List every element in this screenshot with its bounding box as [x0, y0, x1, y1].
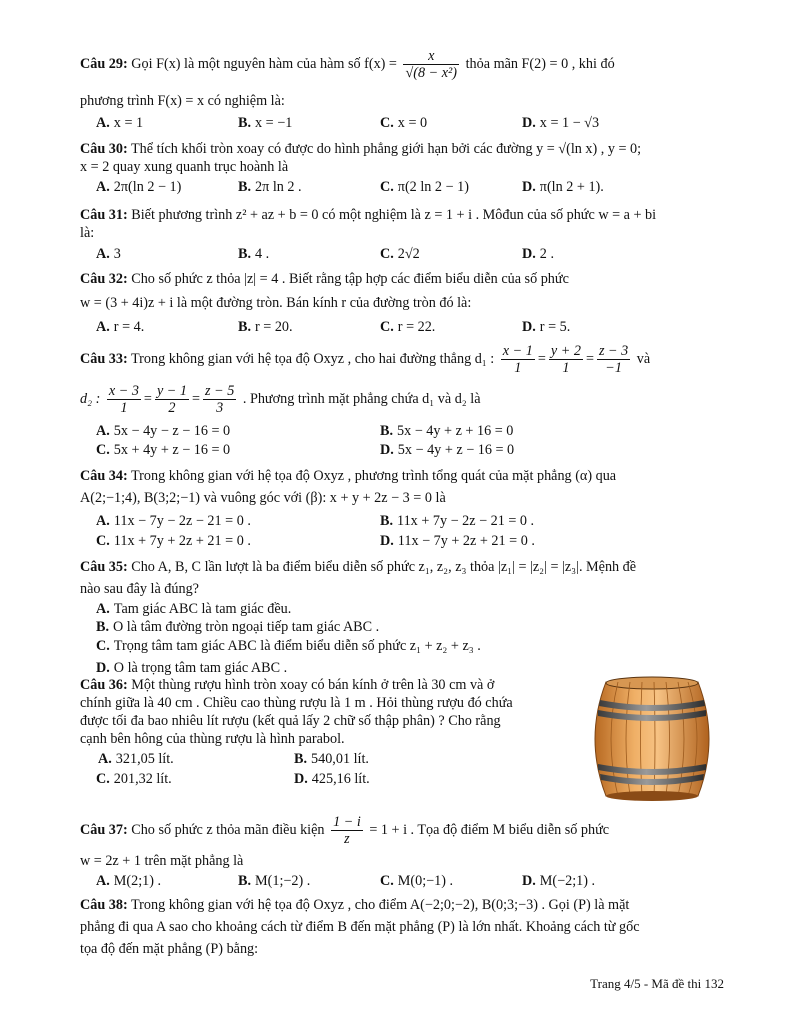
option-c[interactable]: C. 5x + 4y + z − 16 = 0 — [96, 442, 231, 458]
options-row — [96, 114, 726, 132]
options-row — [96, 178, 726, 196]
option-d[interactable]: D. 425,16 lít. — [294, 771, 370, 787]
option-c[interactable]: C. 11x + 7y + 2z + 21 = 0 . — [96, 533, 251, 549]
question-text: phương trình F(x) = x có nghiệm là: — [80, 93, 285, 109]
fraction-numerator: x — [403, 48, 459, 65]
option-d[interactable]: D. r = 5. — [522, 319, 571, 335]
question-text: nào sau đây là đúng? — [80, 581, 199, 597]
fraction: $\frac{z - 3}{-1}$ — [598, 343, 629, 377]
options-row — [96, 422, 726, 440]
question-33: Câu 33: Trong không gian với hệ tọa độ Oxyz , cho hai đường thẳng d₁ : $\frac{x - 1}{1}$ = $\frac{y + 2}{1}$ = $\frac{z - 3}{-1}$ và d₂ : $\frac{x - 3}{1}$ = $\frac{y - 1}{2}$ = $\frac{z - 5}{3}$ . Phương trình mặt phẳng chứa d₁ và d₂ là — [80, 343, 651, 417]
question-label: Câu 29: — [80, 55, 128, 72]
option-b[interactable]: B. M(1;−2) . — [238, 873, 311, 889]
question-text: w = (3 + 4i)z + i là một đường tròn. Bán kính r của đường tròn đó là: — [80, 295, 472, 311]
question-text: w = 2z + 1 trên mặt phẳng là — [80, 853, 244, 869]
question-text: Trong không gian với hệ tọa độ Oxyz , cho điểm A(−2;0;−2), B(0;3;−3) . Gọi (P) là mặt — [131, 897, 630, 913]
question-text: chính giữa là 40 cm . Chiều cao thùng rượu là 1 m . Hỏi thùng rượu đó chứa — [80, 695, 513, 711]
question-label: Câu 31: — [80, 207, 128, 223]
option-c[interactable]: C. π(2 ln 2 − 1) — [380, 179, 469, 195]
question-label: Câu 35: — [80, 559, 128, 575]
question-text: thỏa mãn F(2) = 0 , khi đó — [465, 55, 615, 72]
option-d[interactable]: D. π(ln 2 + 1). — [522, 179, 604, 195]
question-text: cạnh bên hông của thùng rượu là hình parabol. — [80, 731, 345, 747]
page-footer: Trang 4/5 - Mã đề thi 132 — [590, 976, 724, 991]
question-label: Câu 32: — [80, 271, 128, 287]
option-d[interactable]: D. M(−2;1) . — [522, 873, 596, 889]
question-29 — [80, 48, 720, 110]
question-38 — [80, 896, 720, 958]
line-label: d₂ : — [80, 391, 101, 407]
option-b[interactable]: B. O là tâm đường tròn ngoại tiếp tam giác ABC . — [96, 619, 380, 635]
option-d[interactable]: D. x = 1 − √3 — [522, 115, 600, 131]
question-text: Trong không gian với hệ tọa độ Oxyz , phương trình tổng quát của mặt phẳng (α) qua — [131, 468, 617, 484]
question-34 — [80, 467, 720, 507]
option-c[interactable]: C. x = 0 — [380, 115, 428, 131]
option-a[interactable]: A. r = 4. — [96, 319, 145, 335]
fraction — [331, 814, 363, 847]
question-35 — [80, 558, 720, 598]
question-32 — [80, 270, 720, 312]
question-label: Câu 30: — [80, 141, 128, 157]
option-d[interactable]: D. 2 . — [522, 246, 554, 262]
option-b[interactable]: B. 5x − 4y + z + 16 = 0 — [380, 423, 514, 439]
option-c[interactable]: C. r = 22. — [380, 319, 436, 335]
question-36 — [80, 676, 570, 748]
option-a[interactable]: A. M(2;1) . — [96, 873, 162, 889]
option-a[interactable]: A. x = 1 — [96, 115, 144, 131]
question-text: Gọi F(x) là một nguyên hàm của hàm số f(x) = — [131, 55, 397, 72]
fraction: $\frac{y - 1}{2}$ — [156, 383, 187, 417]
option-c[interactable]: C. 2√2 — [380, 246, 420, 262]
question-label: Câu 34: — [80, 468, 128, 484]
fraction — [403, 48, 459, 81]
option-a[interactable]: A. 3 — [96, 246, 121, 262]
question-text: = 1 + i . Tọa độ điểm M biểu diễn số phức — [369, 822, 610, 838]
question-text: tọa độ đến mặt phẳng (P) bằng: — [80, 941, 259, 957]
option-c[interactable]: C. M(0;−1) . — [380, 873, 454, 889]
question-text: x = 2 quay xung quanh trục hoành là — [80, 159, 289, 175]
option-d[interactable]: D. 11x − 7y + 2z + 21 = 0 . — [380, 533, 535, 549]
options-row — [96, 512, 726, 530]
option-d[interactable]: D. O là trọng tâm tam giác ABC . — [96, 660, 288, 676]
option-b[interactable]: B. 540,01 lít. — [294, 751, 369, 767]
option-b[interactable]: B. x = −1 — [238, 115, 293, 131]
question-text: Một thùng rượu hình tròn xoay có bán kính ở trên là 30 cm và ở — [131, 677, 495, 693]
question-label: Câu 33: — [80, 351, 128, 367]
options-row — [96, 245, 726, 263]
question-label: Câu 37: — [80, 822, 128, 838]
question-text: Cho A, B, C lần lượt là ba điểm biểu diễn số phức z₁, z₂, z₃ thỏa |z₁| = |z₂| = |z₃|. Mệnh đề — [131, 559, 637, 575]
fraction: $\frac{y + 2}{1}$ — [550, 343, 581, 377]
option-a[interactable]: A. Tam giác ABC là tam giác đều. — [96, 601, 292, 617]
option-d[interactable]: D. 5x − 4y + z − 16 = 0 — [380, 442, 515, 458]
option-c[interactable]: C. 201,32 lít. — [96, 771, 172, 787]
question-text: và — [636, 351, 651, 367]
question-text: Thể tích khối tròn xoay có được do hình phẳng giới hạn bởi các đường y = √(ln x) , y = 0; — [131, 141, 642, 157]
fraction: $\frac{x - 1}{1}$ — [502, 343, 533, 377]
fraction-denominator: √(8 − x²) — [405, 65, 458, 81]
options-row — [96, 318, 726, 336]
options-row — [96, 532, 726, 550]
option-b[interactable]: B. 4 . — [238, 246, 270, 262]
option-b[interactable]: B. 2π ln 2 . — [238, 179, 302, 195]
option-a[interactable]: A. 321,05 lít. — [98, 751, 174, 767]
wine-barrel-image — [578, 676, 726, 802]
option-b[interactable]: B. r = 20. — [238, 319, 293, 335]
fraction: $\frac{x - 3}{1}$ — [108, 383, 139, 417]
question-label: Câu 36: — [80, 677, 128, 693]
option-b[interactable]: B. 11x + 7y − 2z − 21 = 0 . — [380, 513, 535, 529]
question-text: Trong không gian với hệ tọa độ Oxyz , cho hai đường thẳng d₁ : — [131, 351, 495, 367]
question-text: được tối đa bao nhiêu lít rượu (kết quả lấy 2 chữ số thập phân) ? Cho rằng — [80, 713, 501, 729]
fraction: $\frac{z - 5}{3}$ — [205, 383, 235, 417]
options-row — [96, 441, 726, 459]
question-label: Câu 38: — [80, 897, 128, 913]
option-c[interactable]: C. Trọng tâm tam giác ABC là điểm biểu diễn số phức z₁ + z₂ + z₃ . — [96, 638, 481, 654]
options-row — [96, 872, 726, 890]
question-30 — [80, 140, 720, 176]
question-text: là: — [80, 225, 95, 241]
question-text: A(2;−1;4), B(3;2;−1) và vuông góc với (β): x + y + 2z − 3 = 0 là — [80, 490, 446, 506]
fraction-numerator: 1 − i — [333, 814, 361, 831]
question-31 — [80, 206, 720, 242]
question-text: Cho số phức z thỏa mãn điều kiện — [131, 822, 325, 838]
option-a[interactable]: A. 11x − 7y − 2z − 21 = 0 . — [96, 513, 251, 529]
question-text: Biết phương trình z² + az + b = 0 có một nghiệm là z = 1 + i . Môđun của số phức w = a + bi — [131, 207, 657, 223]
fraction-denominator: z — [344, 831, 350, 848]
question-37 — [80, 812, 720, 870]
question-text: . Phương trình mặt phẳng chứa d₁ và d₂ là — [242, 391, 481, 407]
option-a[interactable]: A. 2π(ln 2 − 1) — [96, 179, 182, 195]
option-a[interactable]: A. 5x − 4y − z − 16 = 0 — [96, 423, 231, 439]
question-text: Cho số phức z thỏa |z| = 4 . Biết rằng tập hợp các điểm biểu diễn của số phức — [131, 271, 569, 287]
question-text: phẳng đi qua A sao cho khoảng cách từ điểm B đến mặt phẳng (P) là lớn nhất. Khoảng cách từ gốc — [80, 919, 640, 935]
